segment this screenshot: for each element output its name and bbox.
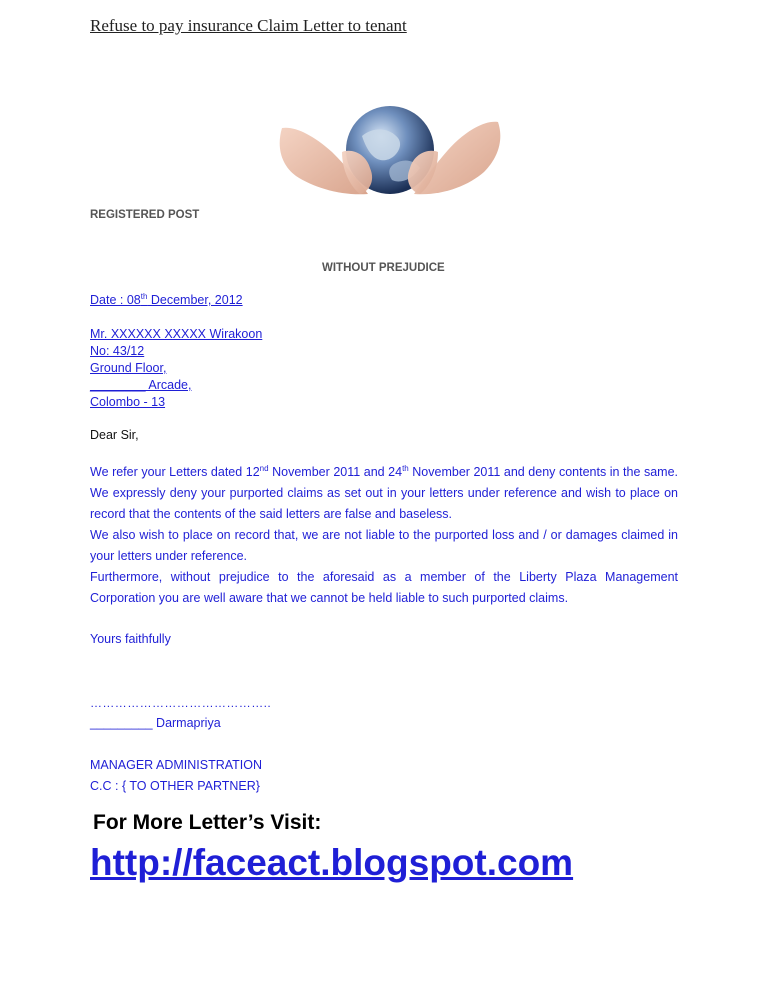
signature-line: …………………………………….. bbox=[90, 696, 272, 710]
page-title: Refuse to pay insurance Claim Letter to tenant bbox=[90, 16, 407, 35]
address-line: ________ Arcade, bbox=[90, 378, 192, 392]
cc-line: C.C : { TO OTHER PARTNER} bbox=[90, 779, 260, 793]
body-text-part: November 2011 and deny contents in the same. We expressly deny your purported claims as set out in your letters under reference and wish to place on record that the contents of the said letters are false and baseless. bbox=[90, 465, 678, 521]
letter-body bbox=[90, 462, 678, 609]
recipient-address bbox=[90, 326, 262, 411]
closing: Yours faithfully bbox=[90, 632, 171, 646]
promo-text: For More Letter’s Visit: bbox=[93, 811, 322, 834]
date-day-suffix: th bbox=[140, 292, 148, 301]
address-line: Colombo - 13 bbox=[90, 395, 166, 409]
without-prejudice-label: WITHOUT PREJUDICE bbox=[322, 262, 445, 274]
body-paragraph-3: Furthermore, without prejudice to the aforesaid as a member of the Liberty Plaza Management Corporation you are well aware that we cannot be held liable to such purported claims. bbox=[90, 570, 678, 605]
body-text-part: We refer your Letters dated 12 bbox=[90, 465, 260, 479]
promo-link[interactable]: http://faceact.blogspot.com bbox=[90, 842, 574, 883]
signer-position: MANAGER ADMINISTRATION bbox=[90, 758, 263, 772]
body-superscript: nd bbox=[259, 463, 269, 473]
date-prefix: Date : 08 bbox=[90, 293, 141, 308]
signer-name: _________ Darmapriya bbox=[90, 716, 221, 730]
date-rest: December, 2012 bbox=[147, 293, 243, 308]
globe-in-hands-icon bbox=[272, 92, 508, 204]
body-text-part: November 2011 and 24 bbox=[268, 465, 403, 479]
greeting: Dear Sir, bbox=[90, 428, 139, 442]
address-line: Mr. XXXXXX XXXXX Wirakoon bbox=[90, 327, 263, 341]
body-superscript: th bbox=[402, 463, 409, 473]
letter-date bbox=[90, 292, 243, 307]
address-line: No: 43/12 bbox=[90, 344, 145, 358]
address-line: Ground Floor, bbox=[90, 361, 167, 375]
body-paragraph-1 bbox=[90, 462, 678, 525]
registered-post-label: REGISTERED POST bbox=[90, 209, 200, 221]
body-paragraph-2: We also wish to place on record that, we are not liable to the purported loss and / or damages claimed in your letters under reference. bbox=[90, 528, 678, 563]
